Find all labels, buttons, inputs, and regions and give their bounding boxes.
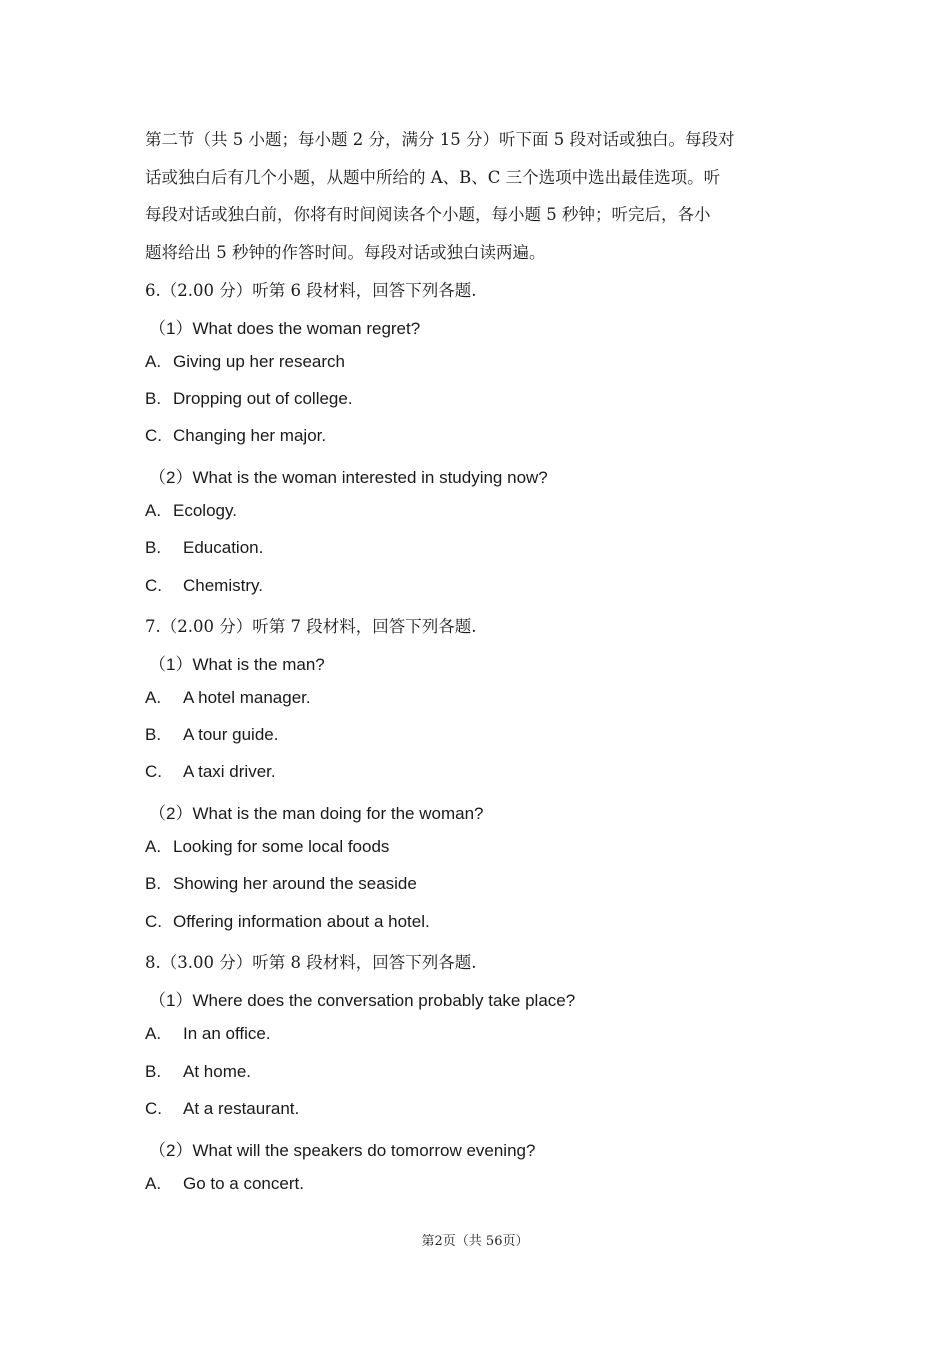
intro-line: 第二节（共 5 小题；每小题 2 分，满分 15 分）听下面 5 段对话或独白。每段对 — [145, 130, 735, 149]
question-7-part-1-stem: （1）What is the man? — [149, 655, 325, 674]
question-6-part-1-stem: （1）What does the woman regret? — [149, 319, 421, 338]
option-row: B. A tour guide. — [145, 725, 279, 744]
option-row: A. Looking for some local foods — [145, 837, 390, 856]
question-7-part-2-stem: （2）What is the man doing for the woman? — [149, 804, 484, 823]
intro-line: 话或独白后有几个小题，从题中所给的 A、B、C 三个选项中选出最佳选项。听 — [145, 167, 721, 187]
option-row: C. Offering information about a hotel. — [145, 912, 430, 931]
option-row: C. Chemistry. — [145, 576, 263, 595]
option-row: C. Changing her major. — [145, 426, 327, 445]
question-8-part-2-stem: （2）What will the speakers do tomorrow evening? — [149, 1141, 536, 1160]
option-row: A. Giving up her research — [145, 352, 345, 371]
option-row: B. At home. — [145, 1062, 252, 1081]
option-row: A. In an office. — [145, 1024, 271, 1043]
option-row: B. Education. — [145, 538, 264, 557]
option-row: A. A hotel manager. — [145, 688, 311, 707]
question-6-part-2-stem: （2）What is the woman interested in studying now? — [149, 468, 548, 487]
section-intro — [145, 121, 800, 271]
intro-line: 题将给出 5 秒钟的作答时间。每段对话或独白读两遍。 — [145, 242, 546, 262]
option-row: A. Go to a concert. — [145, 1174, 304, 1193]
intro-line: 每段对话或独白前，你将有时间阅读各个小题，每小题 5 秒钟；听完后，各小 — [145, 205, 711, 224]
question-6-header: 6.（2.00 分）听第 6 段材料，回答下列各题. — [145, 281, 477, 300]
option-row: A. Ecology. — [145, 501, 237, 520]
option-row: C. A taxi driver. — [145, 762, 276, 781]
question-8-header: 8.（3.00 分）听第 8 段材料，回答下列各题. — [145, 953, 477, 972]
option-row: C. At a restaurant. — [145, 1099, 300, 1118]
question-8-part-1-stem: （1）Where does the conversation probably take place? — [149, 991, 576, 1010]
question-7-header: 7.（2.00 分）听第 7 段材料，回答下列各题. — [145, 617, 477, 636]
option-row: B. Dropping out of college. — [145, 389, 353, 408]
option-row: B. Showing her around the seaside — [145, 874, 417, 893]
page-footer: 第2页（共 56页） — [421, 1234, 529, 1249]
